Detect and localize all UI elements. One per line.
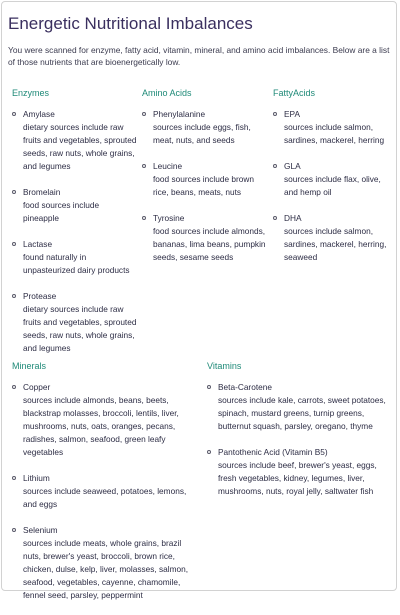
nutrient-sources: food sources include almonds, bananas, lima beans, pumpkin seeds, sesame seeds <box>153 226 266 262</box>
list-item <box>142 108 270 147</box>
bullet-icon <box>142 164 146 168</box>
nutrient-name: Tyrosine <box>153 213 185 223</box>
nutrient-name: Protease <box>23 291 57 301</box>
nutrient-name: DHA <box>284 213 302 223</box>
nutrient-sources: food sources include pineapple <box>23 200 100 223</box>
list-item <box>142 160 270 199</box>
list-item <box>207 446 391 498</box>
bullet-icon <box>12 476 16 480</box>
nutrient-name: Selenium <box>23 525 58 535</box>
list-item <box>12 524 198 602</box>
nutrient-sources: sources include meats, whole grains, brazil nuts, brewer's yeast, broccoli, brown rice, chicken, dulse, kelp, liver, molasses, salmon, seafood, vegetables, cayenne, chamomile, fennel seed, parsley, peppermint <box>23 538 189 600</box>
nutrient-sources: food sources include brown rice, beans, meats, nuts <box>153 174 255 197</box>
nutrient-sources: dietary sources include raw fruits and vegetables, sprouted seeds, raw nuts, whole grains, and legumes <box>23 122 137 171</box>
bullet-icon <box>12 112 16 116</box>
nutrient-sources: sources include almonds, beans, beets, blackstrap molasses, broccoli, lentils, liver, mushrooms, nuts, oats, oranges, pecans, radishes, salmon, seafood, green leafy vegetables <box>23 395 179 457</box>
nutrient-name: Bromelain <box>23 187 61 197</box>
bullet-icon <box>207 385 211 389</box>
minerals-section <box>12 361 198 615</box>
list-item <box>12 108 137 173</box>
amino-acids-heading: Amino Acids <box>142 88 192 98</box>
nutrient-name: Beta-Carotene <box>218 382 272 392</box>
list-item <box>12 290 137 355</box>
nutrient-name: Copper <box>23 382 51 392</box>
nutrient-sources: sources include seaweed, potatoes, lemons, and eggs <box>23 486 187 509</box>
list-item <box>273 108 391 147</box>
bullet-icon <box>207 450 211 454</box>
list-item <box>12 472 198 511</box>
nutrient-name: Pantothenic Acid (Vitamin B5) <box>218 447 328 457</box>
nutrient-sources: dietary sources include raw fruits and vegetables, sprouted seeds, raw nuts, whole grains, and legumes <box>23 304 137 353</box>
nutrient-name: Lithium <box>23 473 50 483</box>
enzymes-heading: Enzymes <box>12 88 50 98</box>
enzymes-section <box>12 88 137 368</box>
list-item <box>273 160 391 199</box>
minerals-heading: Minerals <box>12 361 47 371</box>
amino-acids-section <box>142 88 270 277</box>
bullet-icon <box>12 242 16 246</box>
vitamins-section <box>207 361 391 511</box>
bullet-icon <box>273 112 277 116</box>
nutrient-sources: found naturally in unpasteurized dairy products <box>23 252 130 275</box>
bullet-icon <box>273 216 277 220</box>
bullet-icon <box>12 294 16 298</box>
page-title: Energetic Nutritional Imbalances <box>8 14 253 33</box>
nutrient-name: GLA <box>284 161 301 171</box>
nutrient-sources: sources include beef, brewer's yeast, eggs, fresh vegetables, kidney, legumes, liver, mushrooms, nuts, royal jelly, saltwater fish <box>218 460 377 496</box>
nutrient-sources: sources include salmon, sardines, mackerel, herring, seaweed <box>284 226 387 262</box>
nutrient-sources: sources include salmon, sardines, mackerel, herring <box>284 122 385 145</box>
vitamins-heading: Vitamins <box>207 361 242 371</box>
fatty-acids-heading: FattyAcids <box>273 88 316 98</box>
list-item <box>207 381 391 433</box>
report-card <box>1 1 397 600</box>
nutrient-name: Leucine <box>153 161 183 171</box>
bullet-icon <box>12 528 16 532</box>
list-item <box>12 381 198 459</box>
nutrient-name: EPA <box>284 109 300 119</box>
nutrient-sources: sources include eggs, fish, meat, nuts, and seeds <box>153 122 251 145</box>
nutrient-sources: sources include flax, olive, and hemp oil <box>284 174 381 197</box>
nutrient-name: Amylase <box>23 109 55 119</box>
list-item <box>12 238 137 277</box>
bullet-icon <box>142 216 146 220</box>
fatty-acids-section <box>273 88 391 277</box>
bullet-icon <box>142 112 146 116</box>
bullet-icon <box>273 164 277 168</box>
list-item <box>273 212 391 264</box>
list-item <box>12 186 137 225</box>
bullet-icon <box>12 190 16 194</box>
bullet-icon <box>12 385 16 389</box>
nutrient-name: Lactase <box>23 239 53 249</box>
nutrient-name: Phenylalanine <box>153 109 206 119</box>
list-item <box>142 212 270 264</box>
nutrient-sources: sources include kale, carrots, sweet potatoes, spinach, mustard greens, turnip greens, butternut squash, parsley, oregano, thyme <box>218 395 386 431</box>
intro-text: You were scanned for enzyme, fatty acid, vitamin, mineral, and amino acid imbalances. Below are a list of those nutrients that are bioenergetically low. <box>8 45 390 67</box>
